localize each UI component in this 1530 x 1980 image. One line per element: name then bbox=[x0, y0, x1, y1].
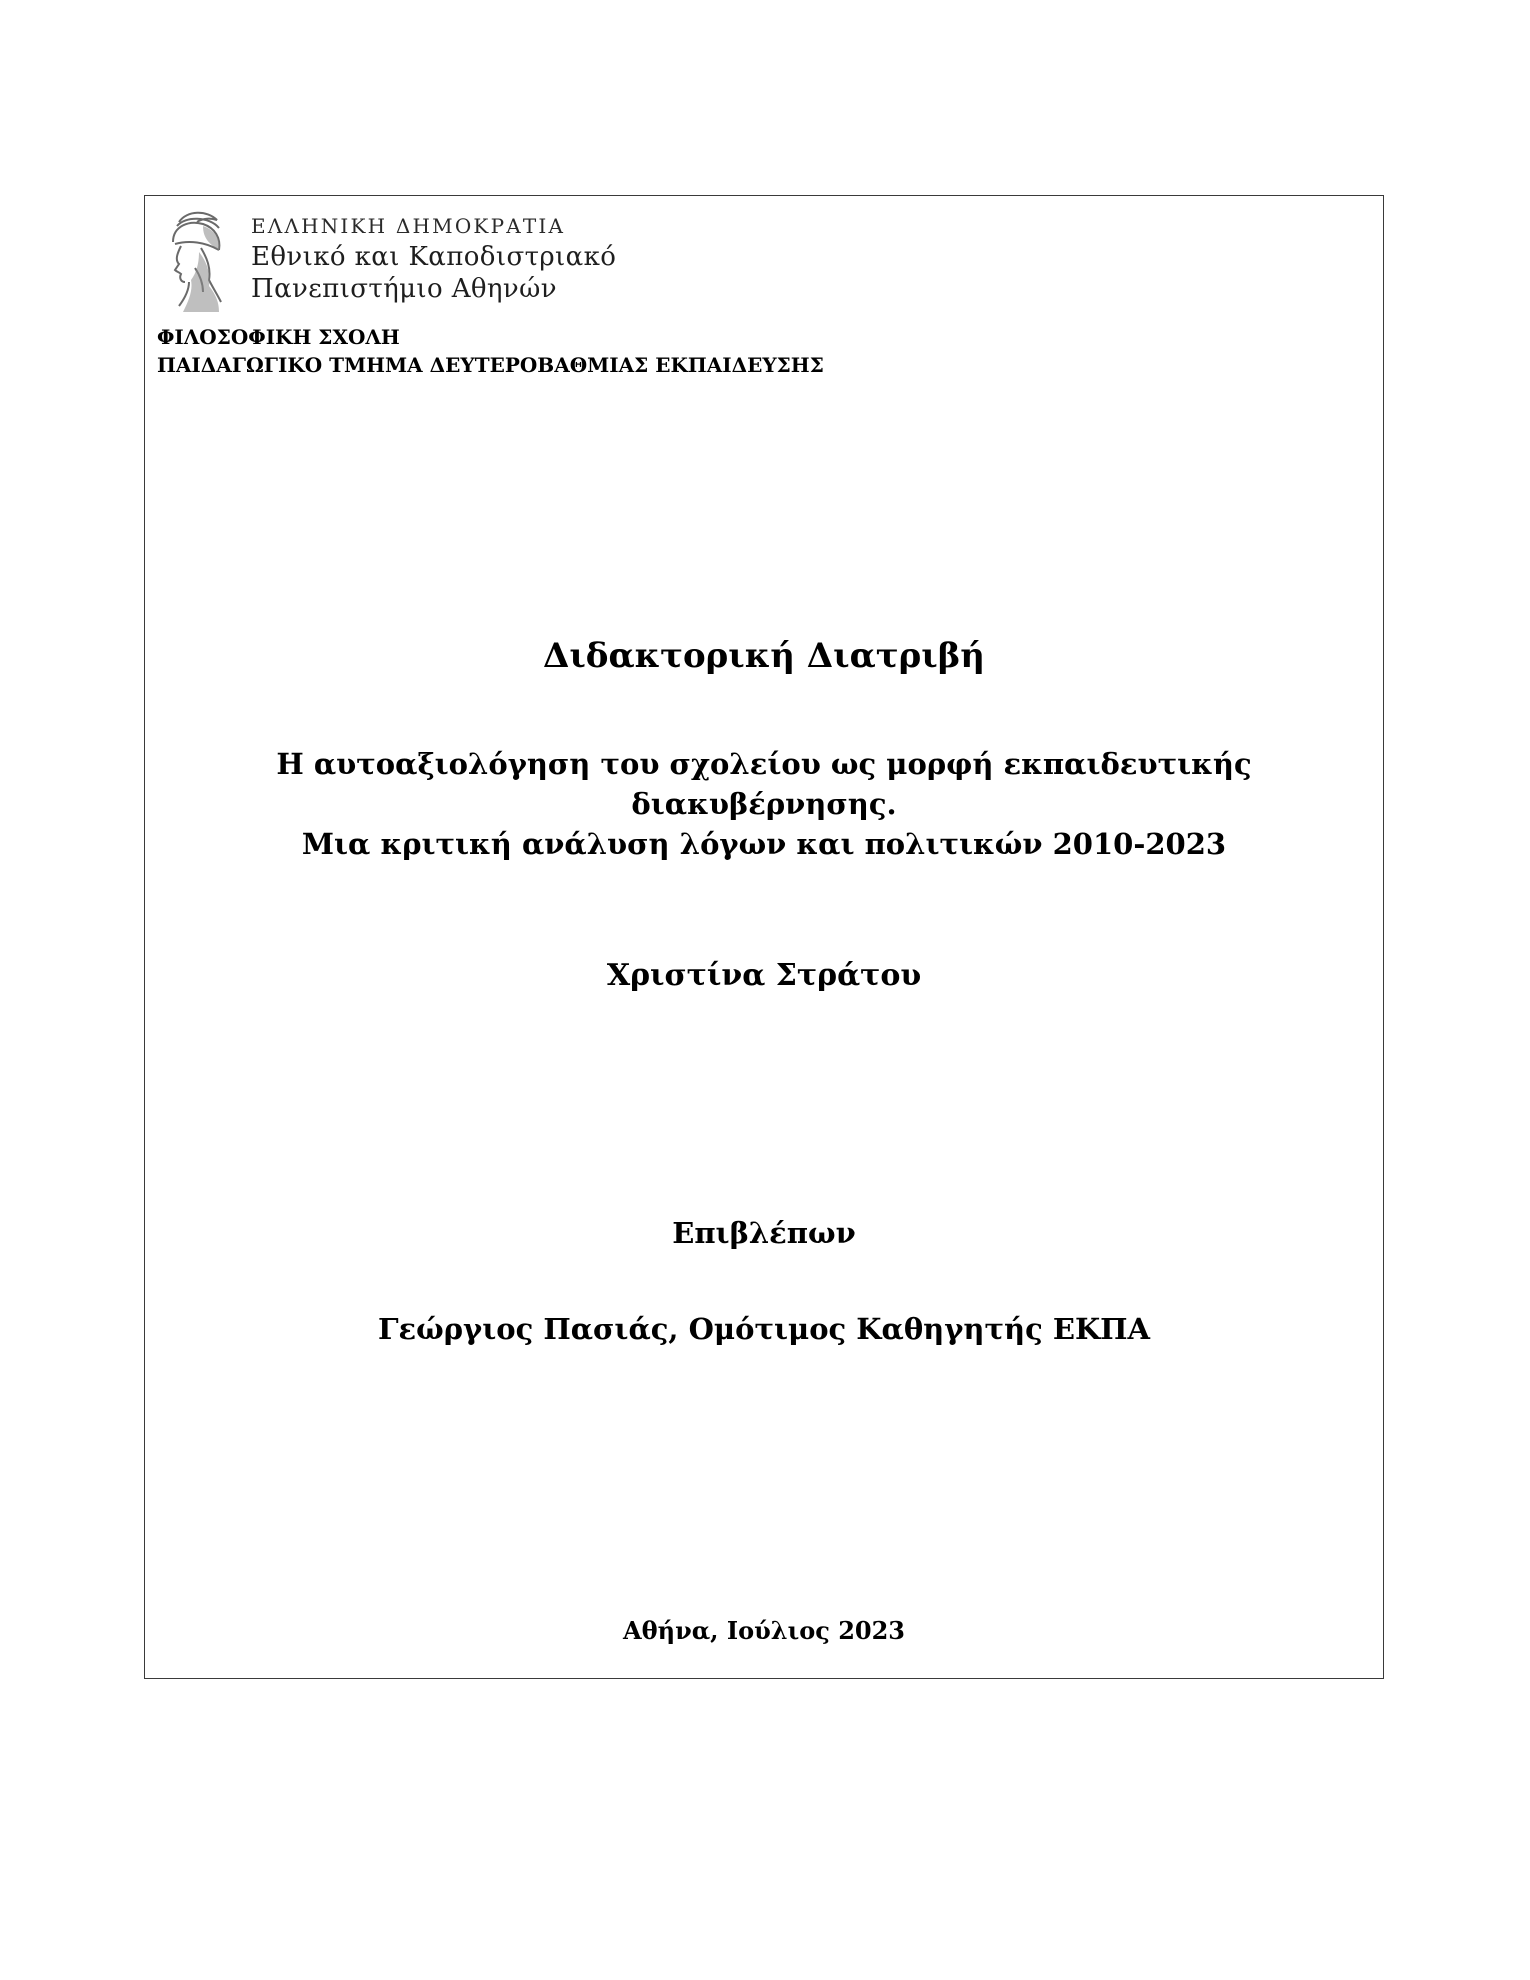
place-date: Αθήνα, Ιούλιος 2023 bbox=[622, 1616, 905, 1645]
logo-university-line2: Πανεπιστήμιο Αθηνών bbox=[251, 274, 557, 304]
athena-head-icon bbox=[159, 208, 231, 314]
author-name: Χριστίνα Στράτου bbox=[606, 958, 922, 993]
logo-republic-text: ΕΛΛΗΝΙΚΗ ΔΗΜΟΚΡΑΤΙΑ bbox=[251, 214, 566, 238]
university-name bbox=[251, 216, 616, 302]
supervisor-name: Γεώργιος Πασιάς, Ομότιμος Καθηγητής ΕΚΠΑ bbox=[377, 1312, 1151, 1346]
university-logo bbox=[159, 208, 679, 318]
faculty-block bbox=[157, 323, 824, 379]
thesis-title-line2: Μια κριτική ανάλυση λόγων και πολιτικών 2010-2023 bbox=[301, 827, 1227, 861]
thesis-title bbox=[145, 744, 1383, 864]
thesis-title-line1: Η αυτοαξιολόγηση του σχολείου ως μορφή εκπαιδευτικής διακυβέρνησης. bbox=[276, 747, 1252, 821]
department-name: ΠΑΙΔΑΓΩΓΙΚΟ ΤΜΗΜΑ ΔΕΥΤΕΡΟΒΑΘΜΙΑΣ ΕΚΠΑΙΔΕΥΣΗΣ bbox=[157, 353, 824, 377]
faculty-name: ΦΙΛΟΣΟΦΙΚΗ ΣΧΟΛΗ bbox=[157, 325, 400, 349]
title-page-frame bbox=[144, 195, 1384, 1679]
document-type: Διδακτορική Διατριβή bbox=[542, 636, 986, 676]
logo-university-line1: Εθνικό και Καποδιστριακό bbox=[251, 242, 617, 272]
supervisor-label: Επιβλέπων bbox=[672, 1216, 856, 1250]
